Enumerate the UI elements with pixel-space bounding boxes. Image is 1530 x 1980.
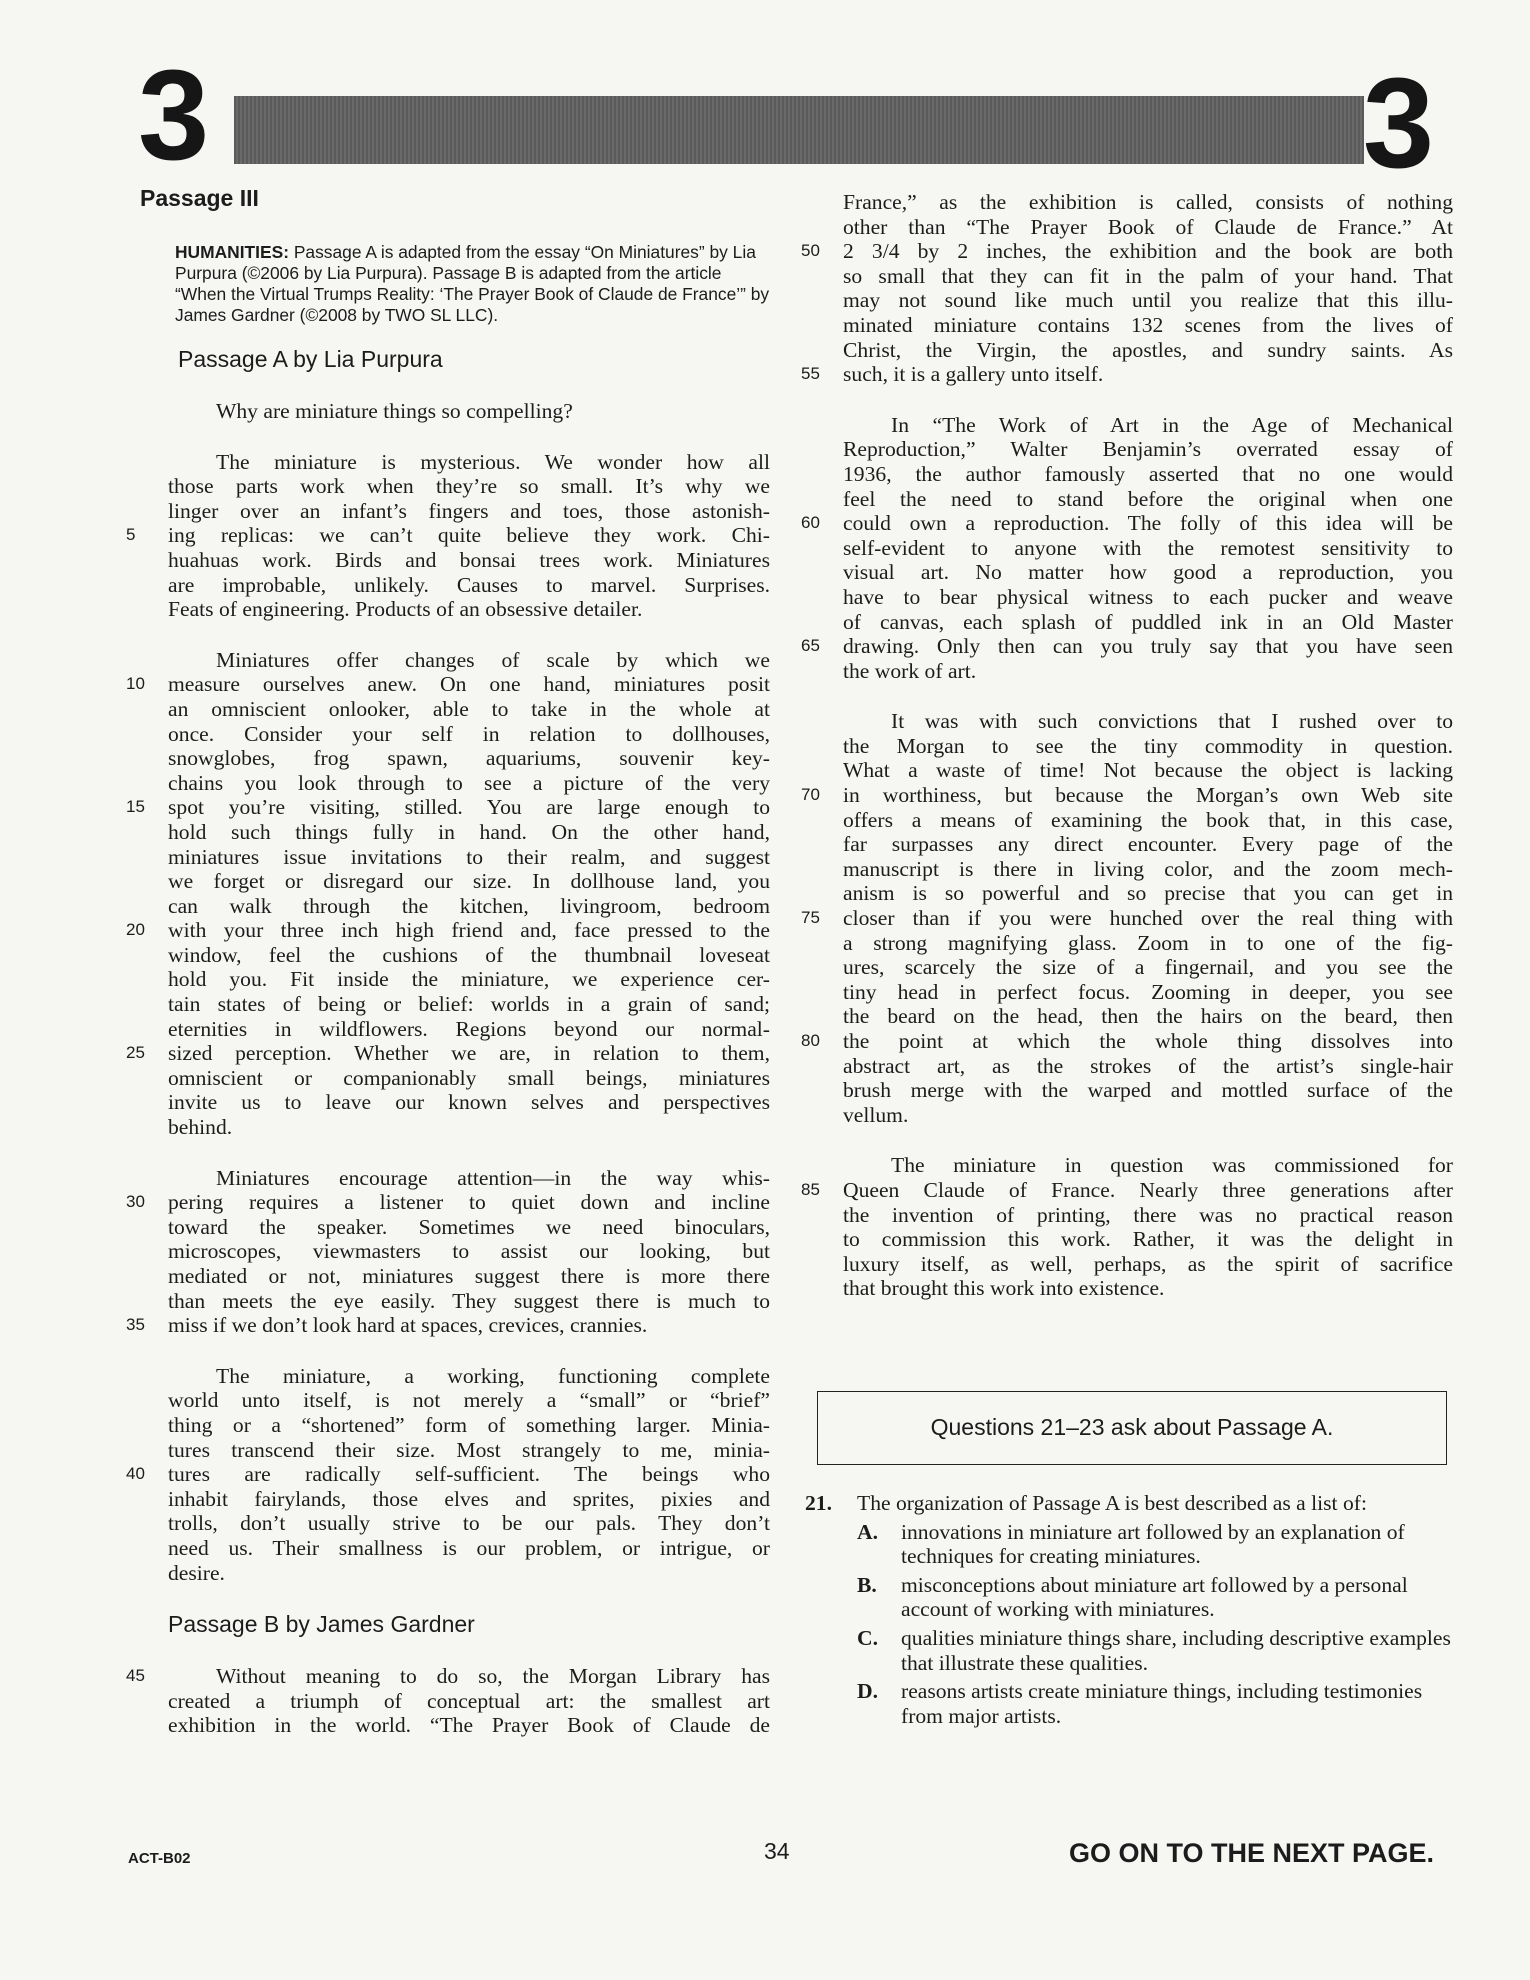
passage-paragraph — [130, 399, 770, 424]
passage-line — [130, 992, 770, 1017]
passage-line — [805, 1252, 1453, 1277]
option-letter: D. — [857, 1679, 878, 1704]
line-text: are improbable, unlikely. Causes to marvel. Surprises. — [168, 572, 770, 597]
passage-line — [805, 758, 1453, 783]
next-page-instruction: GO ON TO THE NEXT PAGE. — [1068, 1838, 1434, 1868]
line-text: abstract art, as the strokes of the artist’s single-hair — [843, 1053, 1453, 1078]
passage-line — [126, 795, 770, 820]
passage-line — [805, 288, 1453, 313]
line-text: mediated or not, miniatures suggest there is more there — [168, 1264, 770, 1288]
passage-line — [130, 771, 770, 796]
passage-line — [805, 1078, 1453, 1103]
line-text: The miniature is mysterious. We wonder how all — [216, 449, 770, 474]
option-letter: C. — [857, 1625, 878, 1650]
line-number: 60 — [801, 513, 820, 533]
line-text: may not sound like much until you realize that this illu- — [843, 288, 1453, 313]
line-text: hold such things fully in hand. On the other hand, — [168, 819, 770, 844]
line-text: a strong magnifying glass. Zoom in to one of the fig- — [843, 930, 1453, 955]
answer-option-a[interactable] — [857, 1520, 1453, 1569]
line-text: manuscript is there in living color, and the zoom mech- — [843, 856, 1453, 881]
line-text: brush merge with the warped and mottled surface of the — [843, 1078, 1453, 1103]
line-text: France,” as the exhibition is called, consists of nothing — [843, 190, 1453, 214]
line-text: the work of art. — [843, 658, 977, 683]
answer-option-b[interactable] — [857, 1573, 1453, 1622]
line-text: 2 3/4 by 2 inches, the exhibition and the book are both — [843, 239, 1453, 264]
passage-line — [805, 338, 1453, 363]
passage-line — [805, 264, 1453, 289]
passage-paragraph — [801, 709, 1453, 1127]
passage-line — [805, 709, 1453, 734]
passage-line — [130, 450, 770, 475]
line-text: 1936, the author famously asserted that no one would — [843, 461, 1453, 486]
left-column — [126, 180, 770, 1764]
line-text: In “The Work of Art in the Age of Mechanical — [891, 412, 1453, 437]
passage-line — [805, 1004, 1453, 1029]
passage-line — [130, 548, 770, 573]
passage-line — [130, 1264, 770, 1289]
passage-line — [805, 437, 1453, 462]
line-number: 70 — [801, 785, 820, 805]
line-text: have to bear physical witness to each pucker and weave — [843, 584, 1453, 609]
line-text: of canvas, each splash of puddled ink in an Old Master — [843, 609, 1453, 634]
passage-line — [130, 1536, 770, 1561]
passage-line — [130, 1364, 770, 1389]
passage-line — [130, 869, 770, 894]
intro-label: HUMANITIES: — [175, 242, 289, 262]
passage-line — [130, 573, 770, 598]
line-text: snowglobes, frog spawn, aquariums, souvenir key- — [168, 746, 770, 771]
passage-line — [130, 1115, 770, 1140]
line-text: Reproduction,” Walter Benjamin’s overrated essay of — [843, 437, 1453, 462]
passage-line — [130, 1438, 770, 1463]
option-text: qualities miniature things share, including descriptive examples that illustrate these qualities. — [901, 1625, 1451, 1675]
intro-text: Passage A is adapted from the essay “On Miniatures” by Lia Purpura (©2006 by Lia Purpura). Passage B is adapted from the article “When the Virtual Trumps Reality: ‘The Prayer Book of Claude de France’” by James Gardner (©2008 by TWO SL LLC). — [175, 242, 770, 325]
passage-line — [805, 931, 1453, 956]
passage-line — [805, 734, 1453, 759]
line-number: 20 — [126, 920, 145, 940]
passage-line — [130, 697, 770, 722]
line-text: desire. — [168, 1560, 225, 1585]
line-text: It was with such convictions that I rushed over to — [891, 709, 1453, 734]
line-text: tiny head in perfect focus. Zooming in deeper, you see — [843, 979, 1453, 1004]
line-number: 10 — [126, 674, 145, 694]
passage-line — [801, 1029, 1453, 1054]
option-text: reasons artists create miniature things, including testimonies from major artists. — [901, 1679, 1423, 1728]
answer-options — [805, 1520, 1453, 1729]
right-column — [801, 190, 1453, 1728]
passage-line — [130, 1561, 770, 1586]
line-text: inhabit fairylands, those elves and sprites, pixies and — [168, 1486, 770, 1511]
passage-line — [805, 881, 1453, 906]
passage-b-body-continued — [801, 190, 1453, 1301]
answer-option-d[interactable] — [857, 1679, 1453, 1728]
passage-line — [126, 672, 770, 697]
passage-line — [130, 943, 770, 968]
passage-paragraph — [126, 1664, 770, 1738]
passage-b-body-start — [126, 1664, 770, 1738]
passage-line — [130, 1215, 770, 1240]
passage-line — [130, 648, 770, 673]
line-text: huahuas work. Birds and bonsai trees work. Miniatures — [168, 547, 770, 572]
line-text: ing replicas: we can’t quite believe they work. Chi- — [168, 523, 770, 548]
line-number: 65 — [801, 636, 820, 656]
passage-line — [805, 313, 1453, 338]
passage-line — [805, 980, 1453, 1005]
passage-line — [805, 487, 1453, 512]
line-text: visual art. No matter how good a reproduction, you — [843, 560, 1453, 585]
line-text: minated miniature contains 132 scenes from the lives of — [843, 312, 1453, 337]
passage-line — [130, 1289, 770, 1314]
page-number: 34 — [764, 1838, 790, 1864]
line-text: hold you. Fit inside the miniature, we experience cer- — [168, 967, 770, 992]
passage-line — [130, 722, 770, 747]
passage-line — [126, 918, 770, 943]
line-text: could own a reproduction. The folly of this idea will be — [843, 511, 1453, 536]
line-text: tain states of being or belief: worlds in a grain of sand; — [168, 992, 770, 1017]
line-text: feel the need to stand before the original when one — [843, 486, 1453, 511]
passage-intro — [175, 242, 770, 326]
passage-line — [130, 1511, 770, 1536]
passage-line — [805, 1227, 1453, 1252]
line-text: The miniature in question was commissioned for — [891, 1153, 1453, 1178]
line-text: created a triumph of conceptual art: the smallest art — [168, 1688, 770, 1713]
line-text: Miniatures offer changes of scale by which we — [216, 647, 770, 672]
passage-line — [805, 832, 1453, 857]
passage-line — [130, 1239, 770, 1264]
line-text: omniscient or companionably small beings, miniatures — [168, 1065, 770, 1090]
passage-line — [805, 215, 1453, 240]
passage-line — [805, 1103, 1453, 1128]
passage-line — [130, 1090, 770, 1115]
line-text: Miniatures encourage attention—in the way whis- — [216, 1165, 770, 1190]
line-text: those parts work when they’re so small. It’s why we — [168, 474, 770, 499]
line-text: drawing. Only then can you truly say that you have seen — [843, 634, 1453, 659]
question-stem: The organization of Passage A is best described as a list of: — [857, 1490, 1367, 1515]
passage-line — [130, 597, 770, 622]
line-text: ures, scarcely the size of a fingernail, and you see the — [843, 955, 1453, 980]
line-text: than meets the eye easily. They suggest there is much to — [168, 1288, 770, 1313]
passage-line — [801, 511, 1453, 536]
passage-line — [130, 746, 770, 771]
line-number: 50 — [801, 241, 820, 261]
line-text: tures transcend their size. Most strangely to me, minia- — [168, 1437, 770, 1462]
line-text: exhibition in the world. “The Prayer Book of Claude de — [168, 1713, 770, 1738]
passage-line — [126, 1462, 770, 1487]
passage-line — [126, 1190, 770, 1215]
passage-line — [805, 462, 1453, 487]
passage-b-heading: Passage B by James Gardner — [168, 1611, 475, 1638]
passage-line — [805, 659, 1453, 684]
line-text: to commission this work. Rather, it was the delight in — [843, 1227, 1453, 1252]
passage-line — [130, 474, 770, 499]
line-text: vellum. — [843, 1102, 909, 1127]
answer-option-c[interactable] — [857, 1626, 1453, 1675]
line-text: pering requires a listener to quiet down and incline — [168, 1190, 770, 1215]
line-text: miniatures issue invitations to their realm, and suggest — [168, 844, 770, 869]
passage-line — [130, 967, 770, 992]
line-text: What a waste of time! Not because the object is lacking — [843, 758, 1453, 783]
line-text: such, it is a gallery unto itself. — [843, 362, 1104, 387]
line-text: miss if we don’t look hard at spaces, crevices, crannies. — [168, 1313, 648, 1338]
line-text: far surpasses any direct encounter. Every page of the — [843, 832, 1453, 857]
line-text: linger over an infant’s fingers and toes, those astonish- — [168, 498, 770, 523]
passage-paragraph — [126, 647, 770, 1140]
line-text: measure ourselves anew. On one hand, miniatures posit — [168, 672, 770, 697]
passage-line — [805, 955, 1453, 980]
line-text: The miniature, a working, functioning complete — [216, 1363, 770, 1388]
line-text: thing or a “shortened” form of something larger. Minia- — [168, 1412, 770, 1437]
passage-line — [130, 1413, 770, 1438]
line-text: Christ, the Virgin, the apostles, and sundry saints. As — [843, 337, 1453, 362]
line-number: 15 — [126, 797, 145, 817]
passage-line — [801, 783, 1453, 808]
passage-line — [805, 585, 1453, 610]
line-text: luxury itself, as well, perhaps, as the spirit of sacrifice — [843, 1251, 1453, 1276]
option-letter: A. — [857, 1519, 878, 1544]
line-text: chains you look through to see a picture of the very — [168, 770, 770, 795]
line-text: Queen Claude of France. Nearly three generations after — [843, 1177, 1453, 1202]
question-number: 21. — [805, 1490, 832, 1515]
option-text: misconceptions about miniature art followed by a personal account of working with miniatures. — [901, 1572, 1408, 1622]
passage-line — [130, 1388, 770, 1413]
passage-line — [801, 1177, 1453, 1203]
passage-line — [805, 857, 1453, 882]
line-text: behind. — [168, 1115, 233, 1140]
passage-line — [130, 820, 770, 845]
line-text: toward the speaker. Sometimes we need binoculars, — [168, 1214, 770, 1239]
passage-line — [130, 1166, 770, 1191]
line-text: the invention of printing, there was no practical reason — [843, 1202, 1453, 1227]
passage-a-body — [126, 399, 770, 1585]
passage-line — [130, 1066, 770, 1091]
passage-line — [805, 413, 1453, 438]
line-text: so small that they can fit in the palm of your hand. That — [843, 263, 1453, 288]
line-number: 5 — [126, 525, 136, 545]
passage-line — [805, 1276, 1453, 1301]
line-number: 80 — [801, 1031, 820, 1050]
line-text: Why are miniature things so compelling? — [216, 399, 573, 423]
passage-line — [126, 1041, 770, 1066]
passage-line — [130, 1487, 770, 1512]
line-text: the point at which the whole thing dissolves into — [843, 1029, 1453, 1053]
line-text: trolls, don’t usually strive to be our pals. They don’t — [168, 1511, 770, 1536]
passage-paragraph — [801, 412, 1453, 684]
passage-paragraph — [126, 449, 770, 622]
line-number: 55 — [801, 364, 820, 384]
passage-line — [130, 1713, 770, 1738]
line-text: closer than if you were hunched over the real thing with — [843, 906, 1453, 931]
questions-instruction-box: Questions 21–23 ask about Passage A. — [817, 1391, 1447, 1465]
line-number: 30 — [126, 1192, 145, 1212]
line-text: in worthiness, but because the Morgan’s own Web site — [843, 783, 1453, 808]
passage-line — [130, 499, 770, 524]
passage-line — [801, 362, 1453, 387]
line-text: the beard on the head, then the hairs on the beard, then — [843, 1004, 1453, 1029]
line-text: invite us to leave our known selves and perspectives — [168, 1090, 770, 1115]
line-text: can walk through the kitchen, livingroom, bedroom — [168, 893, 770, 918]
line-text: need us. Their smallness is our problem, or intrigue, or — [168, 1535, 770, 1560]
option-letter: B. — [857, 1572, 877, 1597]
section-number-left: 3 — [138, 44, 210, 187]
line-text: offers a means of examining the book that, in this case, — [843, 807, 1453, 832]
passage-line — [130, 894, 770, 919]
passage-line — [805, 610, 1453, 635]
passage-a-heading: Passage A by Lia Purpura — [178, 346, 443, 372]
passage-line — [126, 1313, 770, 1338]
passage-line — [130, 1017, 770, 1042]
option-text: innovations in miniature art followed by an explanation of techniques for creating miniatures. — [901, 1519, 1405, 1569]
section-number-right: 3 — [1362, 52, 1434, 195]
passage-line — [801, 239, 1453, 264]
passage-line — [805, 536, 1453, 561]
line-text: with your three inch high friend and, face pressed to the — [168, 918, 770, 943]
line-text: Feats of engineering. Products of an obsessive detailer. — [168, 597, 643, 622]
line-text: world unto itself, is not merely a “small” or “brief” — [168, 1388, 770, 1413]
line-text: Without meaning to do so, the Morgan Library has — [216, 1664, 770, 1689]
line-number: 25 — [126, 1043, 145, 1063]
passage-line — [126, 523, 770, 548]
passage-line — [805, 1054, 1453, 1079]
section-header-bar — [234, 96, 1364, 164]
line-text: once. Consider your self in relation to dollhouses, — [168, 721, 770, 746]
passage-line — [805, 1153, 1453, 1178]
passage-line — [805, 1203, 1453, 1228]
line-text: sized perception. Whether we are, in relation to them, — [168, 1041, 770, 1066]
line-text: an omniscient onlooker, able to take in the whole at — [168, 696, 770, 721]
line-text: eternities in wildflowers. Regions beyond our normal- — [168, 1016, 770, 1041]
question-21 — [805, 1491, 1453, 1516]
passage-line — [801, 634, 1453, 659]
line-text: other than “The Prayer Book of Claude de France.” At — [843, 214, 1453, 239]
line-number: 45 — [126, 1666, 145, 1686]
passage-paragraph — [801, 1153, 1453, 1301]
line-text: self-evident to anyone with the remotest sensitivity to — [843, 535, 1453, 560]
passage-line — [805, 808, 1453, 833]
passage-line — [801, 906, 1453, 931]
line-number: 85 — [801, 1179, 820, 1199]
line-text: we forget or disregard our size. In dollhouse land, you — [168, 869, 770, 894]
passage-line — [130, 1689, 770, 1714]
passage-line — [130, 845, 770, 870]
line-number: 75 — [801, 908, 820, 928]
passage-line — [130, 399, 770, 424]
line-text: tures are radically self-sufficient. The beings who — [168, 1462, 770, 1487]
passage-paragraph — [126, 1165, 770, 1338]
line-text: microscopes, viewmasters to assist our looking, but — [168, 1239, 770, 1264]
line-number: 40 — [126, 1464, 145, 1484]
passage-line — [805, 190, 1453, 215]
passage-label: Passage III — [140, 185, 259, 211]
line-text: spot you’re visiting, stilled. You are large enough to — [168, 795, 770, 820]
passage-line — [126, 1664, 770, 1689]
passage-line — [805, 560, 1453, 585]
test-code: ACT-B02 — [128, 1850, 191, 1867]
line-number: 35 — [126, 1315, 145, 1335]
passage-paragraph — [801, 190, 1453, 387]
line-text: that brought this work into existence. — [843, 1276, 1165, 1301]
line-text: anism is so powerful and so precise that you can get in — [843, 881, 1453, 906]
passage-paragraph — [126, 1363, 770, 1585]
line-text: the Morgan to see the tiny commodity in question. — [843, 733, 1453, 758]
line-text: window, feel the cushions of the thumbnail loveseat — [168, 942, 770, 967]
